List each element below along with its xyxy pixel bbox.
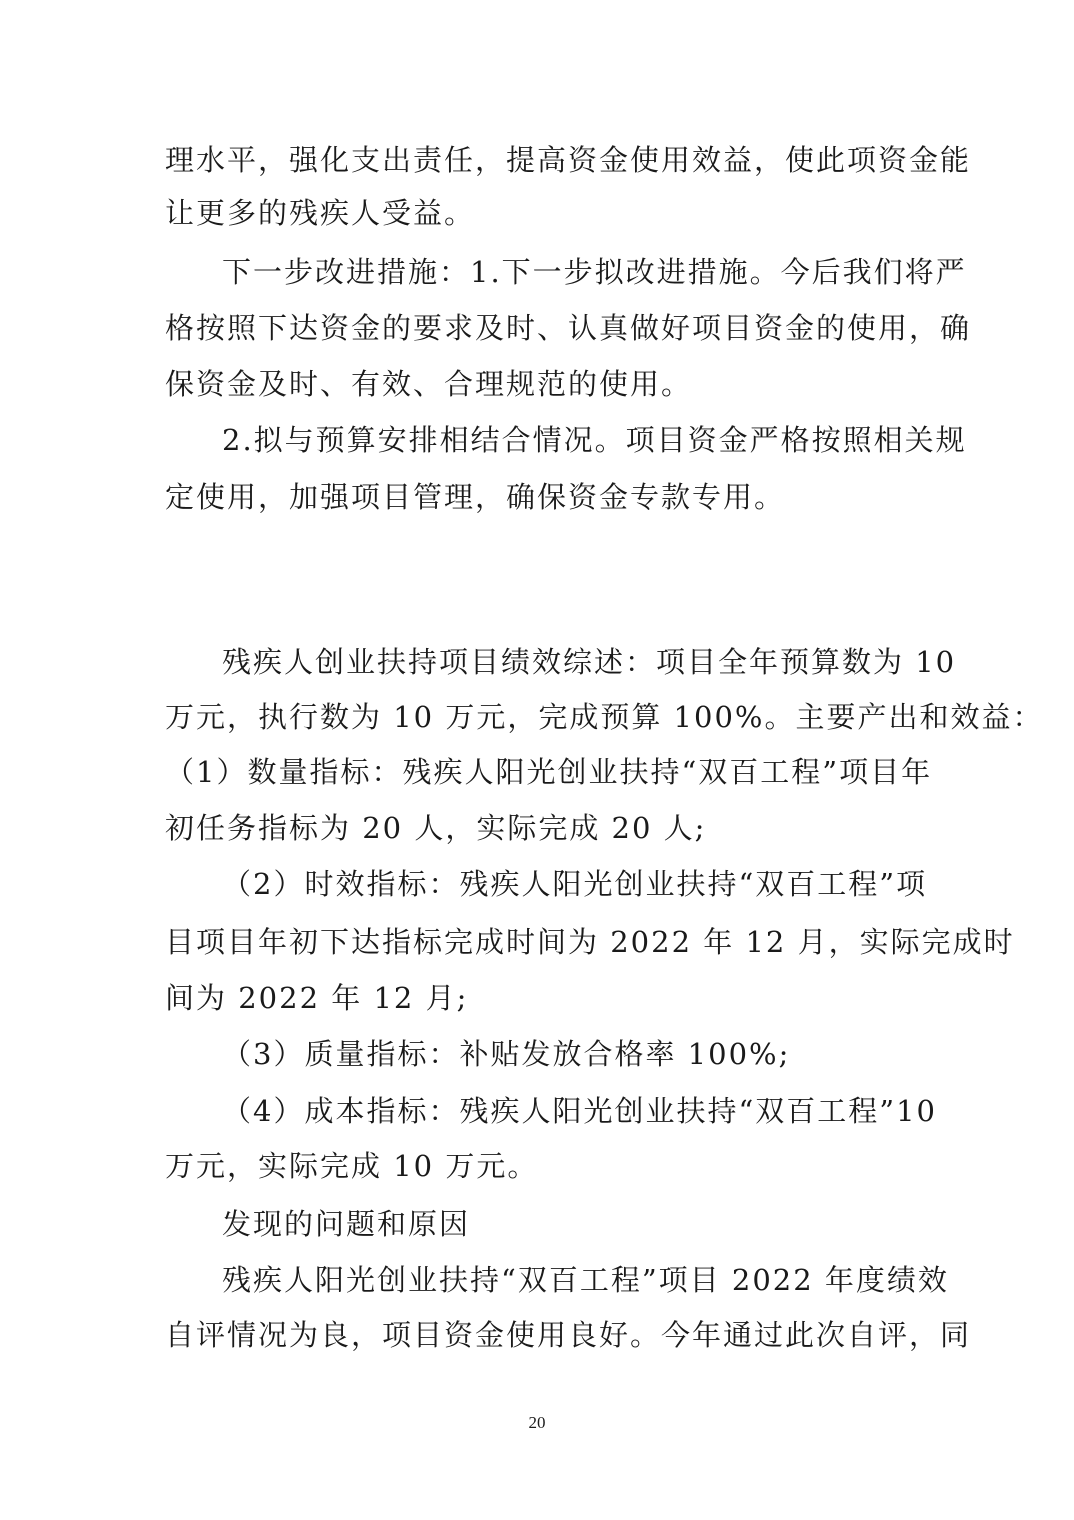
text-line: 万元，执行数为 10 万元，完成预算 100%。主要产出和效益： <box>165 700 1044 734</box>
text-line: （1）数量指标：残疾人阳光创业扶持“双百工程”项目年 <box>165 755 933 789</box>
text-line: 残疾人阳光创业扶持“双百工程”项目 2022 年度绩效 <box>222 1263 949 1297</box>
text-line: 初任务指标为 20 人，实际完成 20 人; <box>165 811 707 845</box>
section-heading: 发现的问题和原因 <box>222 1207 471 1241</box>
text-line: 保资金及时、有效、合理规范的使用。 <box>165 367 693 401</box>
page-number: 20 <box>528 1413 546 1432</box>
text-line: 间为 2022 年 12 月; <box>165 981 469 1015</box>
text-line: 万元，实际完成 10 万元。 <box>165 1149 539 1183</box>
text-line: 下一步改进措施：1.下一步拟改进措施。今后我们将严 <box>222 255 967 289</box>
text-line: 自评情况为良，项目资金使用良好。今年通过此次自评，同 <box>165 1318 972 1352</box>
text-line: 定使用，加强项目管理，确保资金专款专用。 <box>165 480 786 514</box>
text-line: 2.拟与预算安排相结合情况。项目资金严格按照相关规 <box>222 423 967 457</box>
text-line: 残疾人创业扶持项目绩效综述：项目全年预算数为 10 <box>222 645 957 679</box>
text-line: （2）时效指标：残疾人阳光创业扶持“双百工程”项 <box>222 867 928 901</box>
text-line: 目项目年初下达指标完成时间为 2022 年 12 月，实际完成时 <box>165 925 1015 959</box>
text-line: 格按照下达资金的要求及时、认真做好项目资金的使用，确 <box>165 311 972 345</box>
text-line: （3）质量指标：补贴发放合格率 100%; <box>222 1037 791 1071</box>
text-line: 理水平，强化支出责任，提高资金使用效益，使此项资金能 <box>165 143 972 177</box>
text-line: （4）成本指标：残疾人阳光创业扶持“双百工程”10 <box>222 1094 938 1128</box>
text-line: 让更多的残疾人受益。 <box>165 196 476 230</box>
